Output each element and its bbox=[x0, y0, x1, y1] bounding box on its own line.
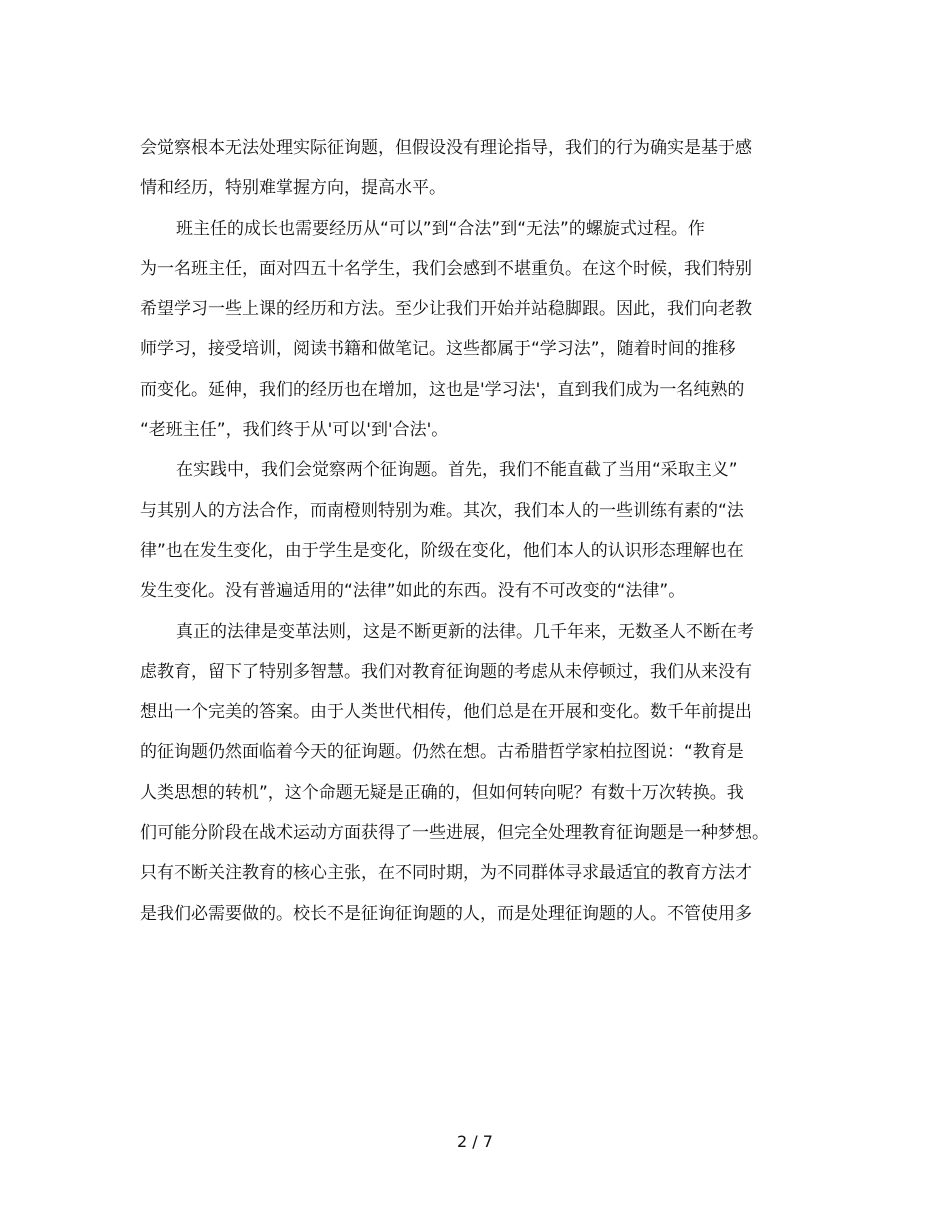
text-line: 真正的法律是变革法则，这是不断更新的法律。几千年来，无数圣人不断在考 bbox=[176, 621, 754, 642]
text-line: 人类思想的转机”，这个命题无疑是正确的，但如何转向呢？有数十万次转换。我 bbox=[140, 782, 744, 803]
text-line: 只有不断关注教育的核心主张，在不同时期，为不同群体寻求最适宜的教育方法才 bbox=[140, 863, 752, 884]
text-line: “老班主任”，我们终于从'可以'到'合法'。 bbox=[140, 420, 449, 441]
text-line: 想出一个完美的答案。由于人类世代相传，他们总是在开展和变化。数千年前提出 bbox=[140, 702, 752, 723]
text-line: 而变化。延伸，我们的经历也在增加，这也是'学习法'，直到我们成为一名纯熟的 bbox=[140, 379, 745, 400]
text-line: 班主任的成长也需要经历从“可以”到“合法”到“无法”的螺旋式过程。作 bbox=[176, 218, 705, 239]
text-line: 会觉察根本无法处理实际征询题，但假设没有理论指导，我们的行为确实是基于感 bbox=[140, 138, 752, 158]
document-body bbox=[140, 128, 820, 934]
text-line: 的征询题仍然面临着今天的征询题。仍然在想。古希腊哲学家柏拉图说：“教育是 bbox=[140, 742, 744, 763]
text-line: 师学习，接受培训，阅读书籍和做笔记。这些都属于“学习法”，随着时间的推移 bbox=[140, 339, 736, 360]
text-line: 们可能分阶段在战术运动方面获得了一些进展，但完全处理教育征询题是一种梦想。 bbox=[140, 823, 769, 844]
text-line: 为一名班主任，面对四五十名学生，我们会感到不堪重负。在这个时候，我们特别 bbox=[140, 258, 752, 279]
text-line: 在实践中，我们会觉察两个征询题。首先，我们不能直截了当用“采取主义” bbox=[176, 460, 738, 481]
text-line: 虑教育，留下了特别多智慧。我们对教育征询题的考虑从未停顿过，我们从来没有 bbox=[140, 661, 752, 682]
text-line: 希望学习一些上课的经历和方法。至少让我们开始并站稳脚跟。因此，我们向老教 bbox=[140, 299, 752, 320]
text-line: 律”也在发生变化，由于学生是变化，阶级在变化，他们本人的认识形态理解也在 bbox=[140, 540, 744, 561]
text-line: 情和经历，特别难掌握方向，提高水平。 bbox=[140, 178, 446, 199]
text-line: 是我们必需要做的。校长不是征询征询题的人，而是处理征询题的人。不管使用多 bbox=[140, 903, 752, 924]
text-line: 发生变化。没有普遍适用的“法律”如此的东西。没有不可改变的“法律”。 bbox=[140, 581, 686, 602]
page-number: 2 / 7 bbox=[457, 1132, 493, 1151]
text-line: 与其别人的方法合作，而南橙则特别为难。其次，我们本人的一些训练有素的“法 bbox=[140, 500, 744, 521]
